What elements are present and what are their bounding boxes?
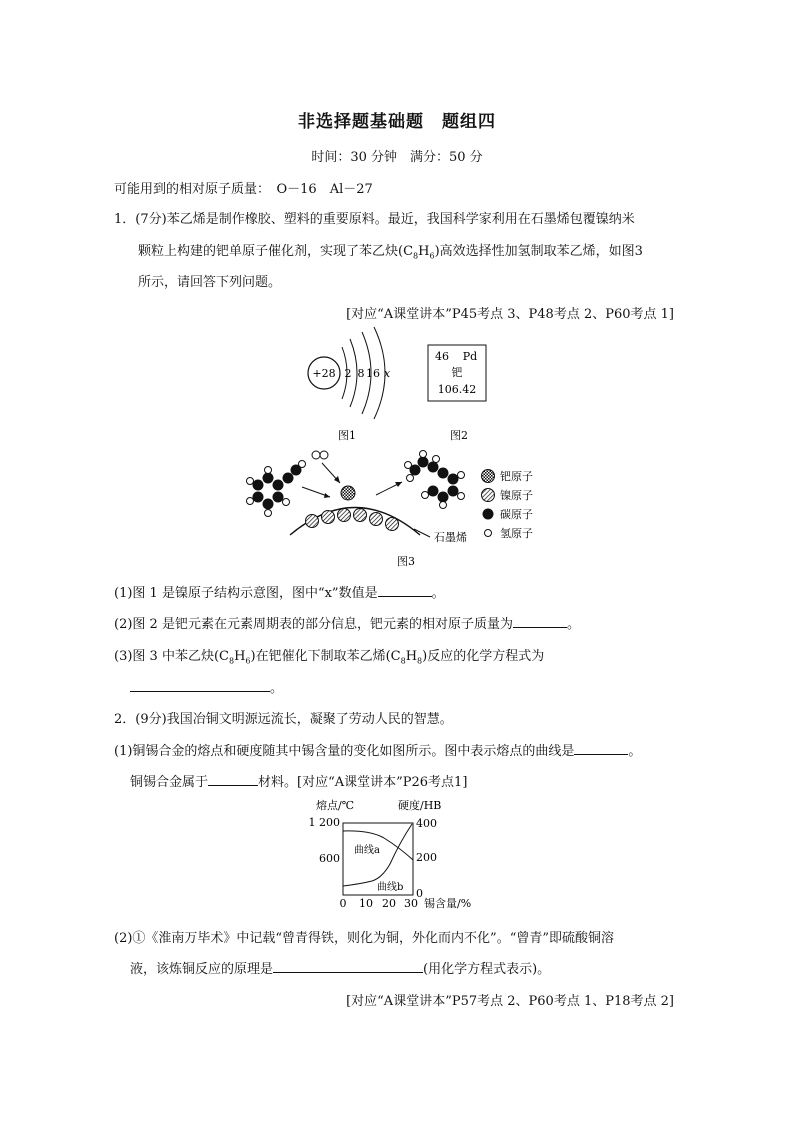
hydrogen-atom <box>405 462 412 469</box>
hydrogen-atom <box>283 499 290 506</box>
q1-intro: (7分)苯乙烯是制作橡胶、塑料的重要原料。最近，我国科学家利用在石墨烯包覆镍纳米 <box>135 212 635 227</box>
q2-sub2-line2 <box>130 958 550 977</box>
q1-sub1-end: 。 <box>431 586 445 601</box>
legend-palladium-swatch <box>482 470 495 483</box>
right-tick: 400 <box>416 817 437 830</box>
fig2-element-cell <box>428 345 486 442</box>
carbon-atom <box>253 492 264 503</box>
q1-line2-end: )高效选择性加氢制取苯乙烯，如图3 <box>434 244 643 259</box>
atomic-masses: 可能用到的相对原子质量： O－16 Al－27 <box>114 182 373 197</box>
styrene-molecule <box>405 451 465 509</box>
q1-sub1 <box>114 582 445 601</box>
answer-blank[interactable] <box>574 742 628 755</box>
q2-sub1-line2-post: 材料。[对应“A课堂讲本”P26考点1] <box>258 775 468 790</box>
right-tick: 0 <box>416 887 423 900</box>
q1-sub3 <box>114 645 544 666</box>
x-tick: 0 <box>339 897 347 910</box>
nickel-atom <box>338 509 351 522</box>
legend-palladium: 钯原子 <box>500 470 533 483</box>
hydrogen-atom <box>422 492 429 499</box>
q2-sub1-line2-text: 铜锡合金属于 <box>130 775 209 790</box>
nickel-atom <box>354 509 367 522</box>
left-axis-label: 熔点/℃ <box>316 799 355 812</box>
answer-blank[interactable] <box>273 960 423 973</box>
q2-sub2-post: (用化学方程式表示)。 <box>423 962 551 977</box>
q2-sub2-text: 液，该炼铜反应的原理是 <box>130 962 274 977</box>
q1-h: H <box>418 244 430 259</box>
arrowhead <box>324 493 330 498</box>
carbon-atom <box>428 462 439 473</box>
carbon-atom <box>273 492 284 503</box>
hydrogen-atom <box>247 478 254 485</box>
right-tick: 200 <box>416 851 437 864</box>
legend-nickel-swatch <box>482 489 495 502</box>
legend-carbon-swatch <box>483 509 494 520</box>
hydrogen-atom <box>320 451 328 459</box>
q1-sub: 8 <box>413 251 419 261</box>
legend-hydrogen: 氢原子 <box>500 527 533 540</box>
left-tick: 600 <box>319 852 340 865</box>
q1-sub: 8 <box>417 656 423 666</box>
element-symbol: Pd <box>462 350 478 363</box>
q1-h: H <box>234 649 246 664</box>
fig1-atom-diagram <box>308 327 391 442</box>
q1-line2-text: 颗粒上构建的钯单原子催化剂，实现了苯乙炔(C <box>138 244 414 259</box>
q2-number: 2． <box>114 712 136 727</box>
q1-sub2-end: 。 <box>566 617 580 632</box>
nucleus-charge: +28 <box>312 367 336 380</box>
q1-sub: 6 <box>429 251 435 261</box>
nickel-atom <box>370 513 383 526</box>
q1-sub3-end: 。 <box>270 681 284 696</box>
carbon-atom <box>418 457 429 468</box>
fig3-caption: 图3 <box>397 555 415 568</box>
q1-sub3-text: (3)图 3 中苯乙炔(C <box>114 649 229 664</box>
q1-sub2-text: (2)图 2 是钯元素在元素周期表的部分信息，钯元素的相对原子质量为 <box>114 617 513 632</box>
curve-a-label: 曲线a <box>354 845 380 856</box>
atomic-mass: 106.42 <box>437 383 477 396</box>
hydrogen-atom <box>407 475 414 482</box>
hydrogen-atom <box>440 502 447 509</box>
q2-sub1-line2 <box>130 771 467 790</box>
x-tick: 30 <box>404 897 418 910</box>
q1-line1 <box>114 208 635 227</box>
phenylacetylene-molecule <box>247 461 306 517</box>
fig3-legend <box>482 470 534 541</box>
nickel-atom <box>386 518 399 531</box>
q1-line3: 所示，请回答下列问题。 <box>138 275 282 290</box>
carbon-atom <box>283 473 294 484</box>
answer-blank[interactable] <box>378 584 432 597</box>
q2-sub2-line1: (2)①《淮南万毕术》中记载“曾青得铁，则化为铜，外化而内不化”。“曾青”即硫酸铜溶 <box>114 931 614 946</box>
carbon-atom <box>428 486 439 497</box>
answer-blank[interactable] <box>513 615 567 628</box>
q2-sub1-end: 。 <box>628 744 642 759</box>
hydrogen-atom <box>265 467 272 474</box>
carbon-atom <box>438 492 449 503</box>
q1-number: 1． <box>114 212 136 227</box>
legend-carbon: 碳原子 <box>500 508 533 521</box>
x-axis-label: 锡含量/% <box>424 897 472 910</box>
q1-sub: 6 <box>245 656 251 666</box>
carbon-atom <box>448 486 459 497</box>
q1-sub3-mid: )在钯催化下制取苯乙烯(C <box>250 649 401 664</box>
graphene-label: 石墨烯 <box>434 531 467 544</box>
q1-h: H <box>405 649 418 664</box>
graphene-pointer <box>414 529 430 537</box>
shell-electrons: 16 <box>366 367 380 380</box>
q2-intro: (9分)我国冶铜文明源远流长，凝聚了劳动人民的智慧。 <box>135 712 453 727</box>
curve-b-label: 曲线b <box>377 882 404 893</box>
copper-tin-chart <box>300 798 480 910</box>
carbon-atom <box>448 474 459 485</box>
element-name: 钯 <box>451 366 463 379</box>
carbon-atom <box>273 480 284 491</box>
x-tick: 20 <box>382 897 396 910</box>
answer-blank[interactable] <box>130 679 270 692</box>
q1-sub3-post: )反应的化学方程式为 <box>422 649 545 664</box>
q1-figures <box>230 325 590 570</box>
legend-nickel: 镍原子 <box>500 489 533 502</box>
q1-line2 <box>138 240 643 261</box>
shell-electrons: 2 <box>344 367 352 380</box>
hydrogen-atom <box>458 472 465 479</box>
carbon-atom <box>253 480 264 491</box>
q1-sub3-answer-line <box>130 677 283 696</box>
q1-sub2 <box>114 613 580 632</box>
q1-sub: 8 <box>400 656 406 666</box>
q2-intro-line <box>114 708 453 727</box>
carbon-atom <box>263 499 274 510</box>
shell-electrons: 8 <box>357 367 365 380</box>
fig1-caption: 图1 <box>338 429 356 442</box>
shell-electrons-x: x <box>383 367 391 380</box>
hydrogen-atom <box>265 510 272 517</box>
q2-sub1-text: (1)铜锡合金的熔点和硬度随其中锡含量的变化如图所示。图中表示熔点的曲线是 <box>114 744 575 759</box>
fig3-reaction-diagram <box>247 451 534 569</box>
right-axis-label: 硬度/HB <box>398 799 442 812</box>
hydrogen-atom <box>299 461 306 468</box>
answer-blank[interactable] <box>208 773 258 786</box>
carbon-atom <box>263 473 274 484</box>
hydrogen-atom <box>458 493 465 500</box>
atomic-number: 46 <box>435 350 449 363</box>
q1-sub1-text: (1)图 1 是镍原子结构示意图，图中“x”数值是 <box>114 586 378 601</box>
carbon-atom <box>438 468 449 479</box>
palladium-atom <box>341 486 355 500</box>
nickel-atom <box>306 515 319 528</box>
hydrogen-atom <box>247 498 254 505</box>
q1-reference: [对应“A课堂讲本”P45考点 3、P48考点 2、P60考点 1] <box>346 307 674 322</box>
hydrogen-atom <box>433 456 440 463</box>
fig2-caption: 图2 <box>450 429 468 442</box>
q1-sub: 8 <box>228 656 235 666</box>
x-tick: 10 <box>359 897 373 910</box>
hydrogen-atom <box>420 451 427 458</box>
left-tick: 1 200 <box>308 816 340 829</box>
q2-reference: [对应“A课堂讲本”P57考点 2、P60考点 1、P18考点 2] <box>346 994 674 1009</box>
legend-hydrogen-swatch <box>485 530 492 537</box>
exam-time-score: 时间：30 分钟 满分：50 分 <box>311 150 483 165</box>
q2-sub1-line1 <box>114 740 641 759</box>
nickel-atom <box>322 511 335 524</box>
hydrogen-atom <box>312 451 320 459</box>
page-title: 非选择题基础题 题组四 <box>298 112 496 132</box>
